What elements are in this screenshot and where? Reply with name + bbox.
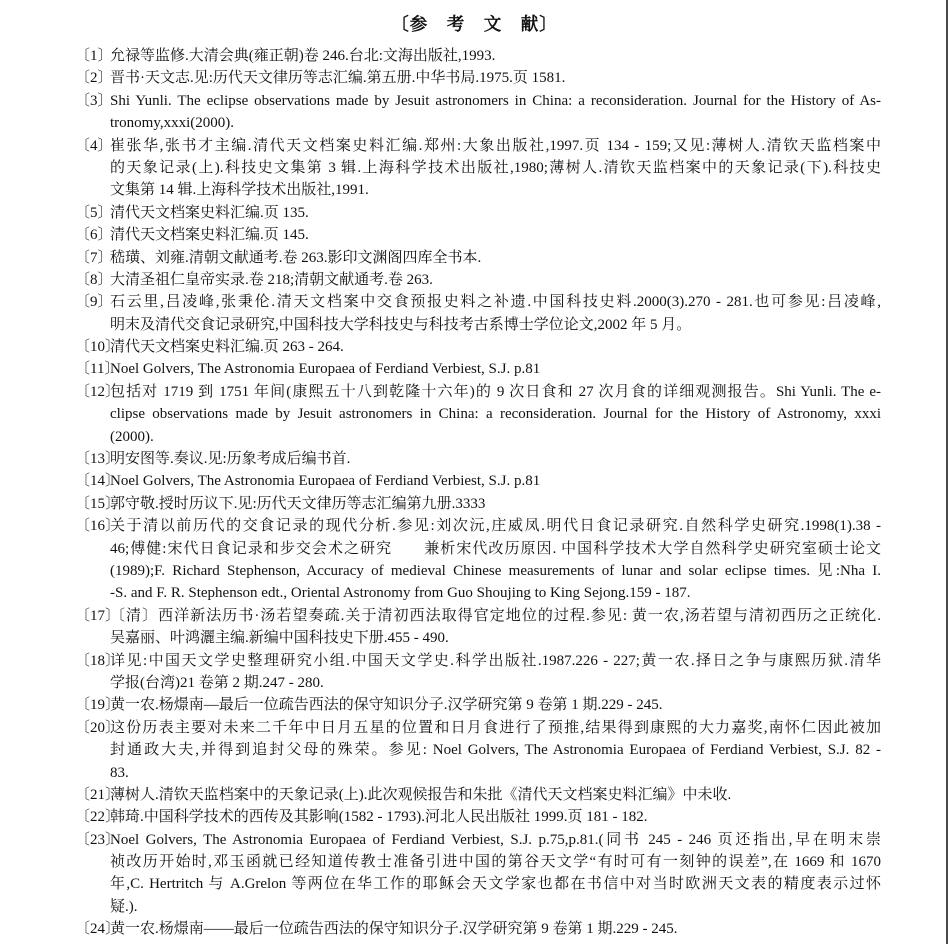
reference-item	[75, 247, 881, 269]
reference-number: 〔24〕	[75, 921, 121, 938]
reference-body	[110, 269, 881, 291]
reference-line: 薄树人.清钦天监档案中的天象记录(上).此次观候报告和朱批《清代天文档案史料汇编》中未收.	[110, 786, 732, 803]
reference-line: 疑.).	[110, 898, 138, 915]
reference-number: 〔7〕	[75, 249, 113, 266]
reference-line: 文集第 14 辑.上海科学技术出版社,1991.	[110, 182, 369, 199]
reference-body	[110, 202, 881, 224]
reference-item	[75, 90, 881, 135]
reference-line: clipse observations made by Jesuit astronomers in China: a reconsideration. Journal for the History of Astronomy, xxxi	[110, 406, 881, 423]
reference-line: -S. and F. R. Stephenson edt., Oriental Astronomy from Guo Shoujing to King Sejong.159 - 187.	[110, 585, 691, 602]
reference-item	[75, 448, 881, 470]
reference-number: 〔2〕	[75, 70, 113, 87]
reference-item	[75, 829, 881, 919]
reference-item	[75, 381, 881, 448]
reference-line: 清代天文档案史料汇编.页 135.	[110, 204, 309, 221]
reference-item	[75, 493, 881, 515]
reference-number: 〔1〕	[75, 48, 113, 64]
reference-item	[75, 784, 881, 806]
reference-item	[75, 336, 881, 358]
reference-body	[110, 493, 881, 515]
reference-item	[75, 515, 881, 605]
reference-line: 黄一农.杨燝南——最后一位疏告西法的保守知识分子.汉学研究第 9 卷第 1 期.229 - 245.	[110, 921, 678, 938]
reference-line: 83.	[110, 764, 129, 781]
reference-number: 〔22〕	[75, 809, 121, 826]
reference-line: 46;傅健:宋代日食记录和步交会术之研究 兼析宋代改历原因. 中国科学技术大学自然科学史研究室硕士论文	[110, 540, 881, 557]
reference-line: 学报(台湾)21 卷第 2 期.247 - 280.	[110, 674, 324, 691]
reference-body	[110, 829, 881, 919]
reference-number: 〔6〕	[75, 227, 113, 244]
reference-line: tronomy,xxxi(2000).	[110, 115, 235, 132]
reference-item	[75, 918, 881, 940]
reference-line: 详见:中国天文学史整理研究小组.中国天文学史.科学出版社.1987.226 - 227;黄一农.择日之争与康熙历狱.清华	[110, 652, 881, 669]
reference-line: 韩琦.中国科学技术的西传及其影响(1582 - 1793).河北人民出版社 1999.页 181 - 182.	[110, 809, 648, 826]
reference-item	[75, 806, 881, 828]
reference-line: (2000).	[110, 428, 154, 445]
reference-item	[75, 694, 881, 716]
reference-number: 〔11〕	[75, 361, 120, 378]
reference-body	[110, 135, 881, 202]
reference-number: 〔4〕	[75, 137, 113, 154]
reference-line: 封通政大夫,并得到追封父母的殊荣。参见: Noel Golvers, The Astronomia Europaea of Ferdiand Verbiest, S.J. 82 -	[110, 742, 881, 759]
reference-line: 年,C. Hertritch 与 A.Grelon 等两位在华工作的耶稣会天文学家也都在书信中对当时欧洲天文表的精度表示过怀	[110, 876, 881, 893]
reference-number: 〔9〕	[75, 294, 113, 311]
reference-body	[110, 605, 881, 650]
reference-number: 〔21〕	[75, 786, 121, 803]
reference-line: 清代天文档案史料汇编.页 263 - 264.	[110, 339, 344, 356]
reference-line: Noel Golvers, The Astronomia Europaea of Ferdiand Verbiest, S.J. p.81	[110, 361, 541, 378]
reference-body	[110, 515, 881, 605]
reference-number: 〔14〕	[75, 473, 121, 490]
reference-item	[75, 202, 881, 224]
reference-number: 〔18〕	[75, 652, 121, 669]
reference-item	[75, 269, 881, 291]
reference-body	[110, 784, 881, 806]
page-title: 〔参 考 文 献〕	[391, 14, 558, 34]
reference-body	[110, 650, 881, 695]
reference-body	[110, 336, 881, 358]
reference-body	[110, 717, 881, 784]
reference-number: 〔15〕	[75, 495, 121, 512]
reference-body	[110, 247, 881, 269]
reference-number: 〔12〕	[75, 383, 121, 400]
reference-item	[75, 605, 881, 650]
reference-body	[110, 448, 881, 470]
reference-item	[75, 358, 881, 380]
reference-line: 石云里,吕凌峰,张秉伦.清天文档案中交食预报史料之补遗.中国科技史料.2000(3).270 - 281.也可参见:吕凌峰,	[110, 294, 881, 311]
reference-line: 吴嘉丽、叶鸿灑主编.新编中国科技史下册.455 - 490.	[110, 630, 449, 647]
reference-body	[110, 291, 881, 336]
reference-line: 大清圣祖仁皇帝实录.卷 218;清朝文献通考.卷 263.	[110, 271, 433, 288]
reference-number: 〔5〕	[75, 204, 113, 221]
reference-number: 〔13〕	[75, 451, 121, 468]
reference-item	[75, 291, 881, 336]
reference-number: 〔10〕	[75, 339, 121, 356]
scan-edge-line	[946, 0, 948, 944]
reference-line: Shi Yunli. The eclipse observations made by Jesuit astronomers in China: a reconsideration. Journal for the History of As-	[110, 92, 881, 109]
reference-number: 〔8〕	[75, 271, 113, 288]
reference-line: (1989);F. Richard Stephenson, Accuracy of medieval Chinese measurements of lunar and solar eclipse times. 见:Nha I.	[110, 562, 881, 579]
reference-body	[110, 90, 881, 135]
reference-line: 黄一农.杨燝南—最后一位疏告西法的保守知识分子.汉学研究第 9 卷第 1 期.229 - 245.	[110, 697, 663, 714]
reference-body	[110, 918, 881, 940]
reference-item	[75, 67, 881, 89]
reference-item	[75, 717, 881, 784]
reference-number: 〔16〕	[75, 518, 121, 535]
reference-line: 崔张华,张书才主编.清代天文档案史料汇编.郑州:大象出版社,1997.页 134 - 159;又见:薄树人.清钦天监档案中	[110, 137, 881, 154]
reference-line: Noel Golvers, The Astronomia Europaea of Ferdiand Verbiest, S.J. p.81	[110, 473, 541, 490]
reference-body	[110, 806, 881, 828]
reference-item	[75, 224, 881, 246]
reference-item	[75, 45, 881, 67]
reference-body	[110, 358, 881, 380]
reference-line: 郭守敬.授时历议下.见:历代天文律历等志汇编第九册.3333	[110, 495, 486, 512]
reference-line: 关于清以前历代的交食记录的现代分析.参见:刘次沅,庄威凤.明代日食记录研究.自然科学史研究.1998(1).38 -	[110, 518, 881, 535]
reference-number: 〔23〕	[75, 831, 121, 848]
reference-item	[75, 135, 881, 202]
reference-number: 〔17〕	[75, 607, 121, 624]
reference-line: Noel Golvers, The Astronomia Europaea of Ferdiand Verbiest, S.J. p.75,p.81.(同书 245 - 246 页还指出,早在明末崇	[110, 831, 881, 848]
reference-number: 〔3〕	[75, 92, 113, 109]
reference-line: 允禄等监修.大清会典(雍正朝)卷 246.台北:文海出版社,1993.	[110, 48, 496, 64]
reference-body	[110, 224, 881, 246]
reference-item	[75, 470, 881, 492]
reference-line: 的天象记录(上).科技史文集第 3 辑.上海科学技术出版社,1980;薄树人.清钦天监档案中的天象记录(下).科技史	[110, 159, 881, 176]
reference-line: 〔清〕西洋新法历书·汤若望奏疏.关于清初西法取得官定地位的过程.参见: 黄一农,汤若望与清初西历之正统化.	[110, 607, 881, 624]
reference-number: 〔20〕	[75, 719, 121, 736]
reference-line: 晋书·天文志.见:历代天文律历等志汇编.第五册.中华书局.1975.页 1581.	[110, 70, 566, 87]
reference-line: 清代天文档案史料汇编.页 145.	[110, 227, 309, 244]
reference-body	[110, 67, 881, 89]
reference-list	[75, 45, 881, 941]
reference-item	[75, 650, 881, 695]
reference-body	[110, 381, 881, 448]
reference-body	[110, 470, 881, 492]
reference-line: 明安图等.奏议.见:历象考成后编书首.	[110, 451, 351, 468]
reference-line: 这份历表主要对未来二千年中日月五星的位置和日月食进行了预推,结果得到康熙的大力嘉奖,南怀仁因此被加	[110, 719, 881, 736]
reference-line: 嵇璜、刘雍.清朝文献通考.卷 263.影印文渊阁四库全书本.	[110, 249, 482, 266]
reference-body	[110, 694, 881, 716]
reference-number: 〔19〕	[75, 697, 121, 714]
reference-line: 祯改历开始时,邓玉函就已经知道传教士准备引进中国的第谷天文学“有时可有一刻钟的误差”,在 1669 和 1670	[110, 854, 881, 871]
reference-line: 包括对 1719 到 1751 年间(康熙五十八到乾隆十六年)的 9 次日食和 27 次月食的详细观测报告。Shi Yunli. The e-	[110, 383, 881, 400]
reference-line: 明末及清代交食记录研究,中国科技大学科技史与科技考古系博士学位论文,2002 年 5 月。	[110, 316, 692, 333]
reference-body	[110, 45, 881, 67]
